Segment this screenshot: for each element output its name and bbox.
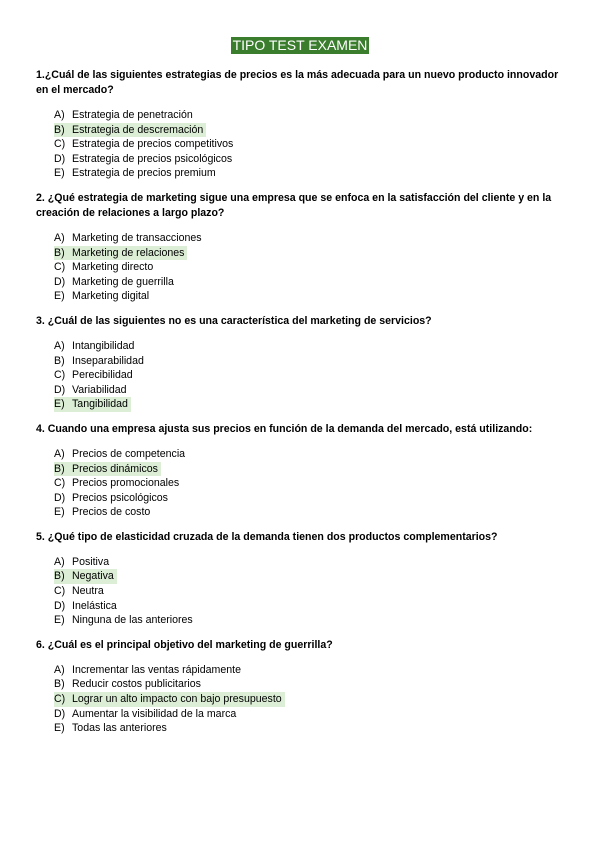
option-text: Ninguna de las anteriores xyxy=(72,614,193,627)
answer-option xyxy=(54,613,572,628)
option-body xyxy=(54,231,205,246)
question-text: 5. ¿Qué tipo de elasticidad cruzada de la demanda tienen dos productos complementarios? xyxy=(36,530,498,543)
option-letter: A) xyxy=(54,555,65,568)
answer-option xyxy=(54,152,572,167)
option-letter: B) xyxy=(54,123,65,136)
option-letter: E) xyxy=(54,290,65,303)
option-text: Precios de costo xyxy=(72,506,151,519)
answer-option xyxy=(54,476,572,491)
answer-option xyxy=(54,599,572,614)
option-text: Estrategia de penetración xyxy=(72,109,193,121)
option-text: Intangibilidad xyxy=(72,339,135,352)
correct-answer-highlight xyxy=(54,246,187,261)
option-body xyxy=(54,721,170,736)
answer-option xyxy=(54,368,572,383)
option-text: Reducir costos publicitarios xyxy=(72,678,201,691)
answer-option xyxy=(54,246,572,261)
answer-option xyxy=(54,491,572,506)
answer-option xyxy=(54,569,572,584)
option-letter: C) xyxy=(54,138,66,151)
correct-answer-highlight xyxy=(54,692,285,707)
answer-option xyxy=(54,555,572,570)
option-body xyxy=(54,663,244,678)
option-body xyxy=(54,166,219,181)
option-text: Tangibilidad xyxy=(72,398,128,411)
option-letter: B) xyxy=(54,354,65,367)
option-body xyxy=(54,289,152,304)
answer-option xyxy=(54,108,572,123)
question-list xyxy=(36,68,572,746)
option-text: Marketing de relaciones xyxy=(72,246,185,259)
option-text: Aumentar la visibilidad de la marca xyxy=(72,707,237,720)
option-body xyxy=(54,383,130,398)
option-list xyxy=(36,231,572,304)
correct-answer-highlight xyxy=(54,462,161,477)
option-text: Precios promocionales xyxy=(72,477,180,490)
option-letter: E) xyxy=(54,722,65,735)
option-letter: C) xyxy=(54,369,66,382)
option-body xyxy=(54,707,239,722)
answer-option xyxy=(54,260,572,275)
option-text: Marketing directo xyxy=(72,261,154,274)
option-text: Marketing digital xyxy=(72,290,150,303)
question-text: 2. ¿Qué estrategia de marketing sigue una empresa que se enfoca en la satisfacción del cliente y en la creación de relaciones a largo plazo? xyxy=(36,191,552,219)
option-text: Negativa xyxy=(72,570,114,583)
option-letter: C) xyxy=(54,477,66,490)
answer-option xyxy=(54,397,572,412)
option-list xyxy=(36,108,572,181)
option-text: Estrategia de descremación xyxy=(72,123,204,136)
option-body xyxy=(54,108,196,123)
correct-answer-highlight xyxy=(54,397,131,412)
question-4 xyxy=(36,422,572,520)
answer-option xyxy=(54,289,572,304)
option-letter: B) xyxy=(54,462,65,475)
option-text: Positiva xyxy=(72,555,110,568)
answer-option xyxy=(54,677,572,692)
option-letter: D) xyxy=(54,152,66,165)
option-letter: C) xyxy=(54,261,66,274)
option-letter: D) xyxy=(54,707,66,720)
option-text: Neutra xyxy=(72,585,104,598)
option-letter: C) xyxy=(54,693,66,706)
option-text: Precios psicológicos xyxy=(72,491,168,504)
answer-option xyxy=(54,339,572,354)
option-letter: C) xyxy=(54,585,66,598)
option-text: Estrategia de precios premium xyxy=(72,167,216,180)
answer-option xyxy=(54,584,572,599)
answer-option xyxy=(54,275,572,290)
option-text: Marketing de guerrilla xyxy=(72,275,174,288)
option-letter: B) xyxy=(54,570,65,583)
option-letter: E) xyxy=(54,398,65,411)
answer-option xyxy=(54,231,572,246)
option-body xyxy=(54,613,196,628)
answer-option xyxy=(54,721,572,736)
option-letter: E) xyxy=(54,167,65,180)
answer-option xyxy=(54,383,572,398)
title-container xyxy=(0,37,600,55)
option-text: Marketing de transacciones xyxy=(72,231,202,244)
question-5 xyxy=(36,530,572,628)
option-body xyxy=(54,275,177,290)
option-text: Inseparabilidad xyxy=(72,354,144,367)
option-text: Perecibilidad xyxy=(72,369,133,382)
answer-option xyxy=(54,663,572,678)
option-list xyxy=(36,447,572,520)
option-body xyxy=(54,476,182,491)
option-list xyxy=(36,663,572,736)
option-letter: D) xyxy=(54,491,66,504)
answer-option xyxy=(54,462,572,477)
option-body xyxy=(54,339,137,354)
correct-answer-highlight xyxy=(54,569,117,584)
answer-option xyxy=(54,166,572,181)
option-body xyxy=(54,505,153,520)
answer-option xyxy=(54,447,572,462)
option-letter: A) xyxy=(54,109,65,121)
option-letter: D) xyxy=(54,599,66,612)
question-text: 4. Cuando una empresa ajusta sus precios en función de la demanda del mercado, está utilizando: xyxy=(36,422,533,435)
option-body xyxy=(54,137,236,152)
option-text: Variabilidad xyxy=(72,383,127,396)
correct-answer-highlight xyxy=(54,123,206,138)
option-letter: A) xyxy=(54,447,65,460)
question-text: 6. ¿Cuál es el principal objetivo del marketing de guerrilla? xyxy=(36,638,333,651)
option-letter: A) xyxy=(54,231,65,244)
option-letter: E) xyxy=(54,614,65,627)
option-body xyxy=(54,368,136,383)
answer-option xyxy=(54,505,572,520)
question-text: 1.¿Cuál de las siguientes estrategias de precios es la más adecuada para un nuevo producto innovador en el mercado? xyxy=(36,69,559,96)
option-body xyxy=(54,584,107,599)
option-text: Incrementar las ventas rápidamente xyxy=(72,663,241,676)
option-body xyxy=(54,555,112,570)
option-text: Estrategia de precios psicológicos xyxy=(72,152,233,165)
answer-option xyxy=(54,692,572,707)
document-title: TIPO TEST EXAMEN xyxy=(232,37,368,53)
question-6 xyxy=(36,638,572,736)
option-letter: D) xyxy=(54,275,66,288)
option-letter: B) xyxy=(54,678,65,691)
option-body xyxy=(54,491,171,506)
option-body xyxy=(54,677,204,692)
question-2 xyxy=(36,191,572,304)
option-text: Inelástica xyxy=(72,599,117,612)
option-body xyxy=(54,354,147,369)
question-3 xyxy=(36,314,572,412)
answer-option xyxy=(54,123,572,138)
option-letter: D) xyxy=(54,383,66,396)
answer-option xyxy=(54,354,572,369)
question-text: 3. ¿Cuál de las siguientes no es una característica del marketing de servicios? xyxy=(36,314,432,327)
option-text: Lograr un alto impacto con bajo presupuesto xyxy=(72,693,282,706)
option-text: Precios dinámicos xyxy=(72,462,158,475)
option-list xyxy=(36,339,572,412)
option-body xyxy=(54,599,120,614)
option-letter: B) xyxy=(54,246,65,259)
option-text: Precios de competencia xyxy=(72,447,186,460)
option-letter: A) xyxy=(54,663,65,676)
option-text: Todas las anteriores xyxy=(72,722,167,735)
answer-option xyxy=(54,137,572,152)
option-letter: E) xyxy=(54,506,65,519)
option-text: Estrategia de precios competitivos xyxy=(72,138,234,151)
option-body xyxy=(54,260,156,275)
option-list xyxy=(36,555,572,628)
option-body xyxy=(54,152,235,167)
answer-option xyxy=(54,707,572,722)
option-body xyxy=(54,447,188,462)
option-letter: A) xyxy=(54,339,65,352)
question-1 xyxy=(36,68,572,181)
